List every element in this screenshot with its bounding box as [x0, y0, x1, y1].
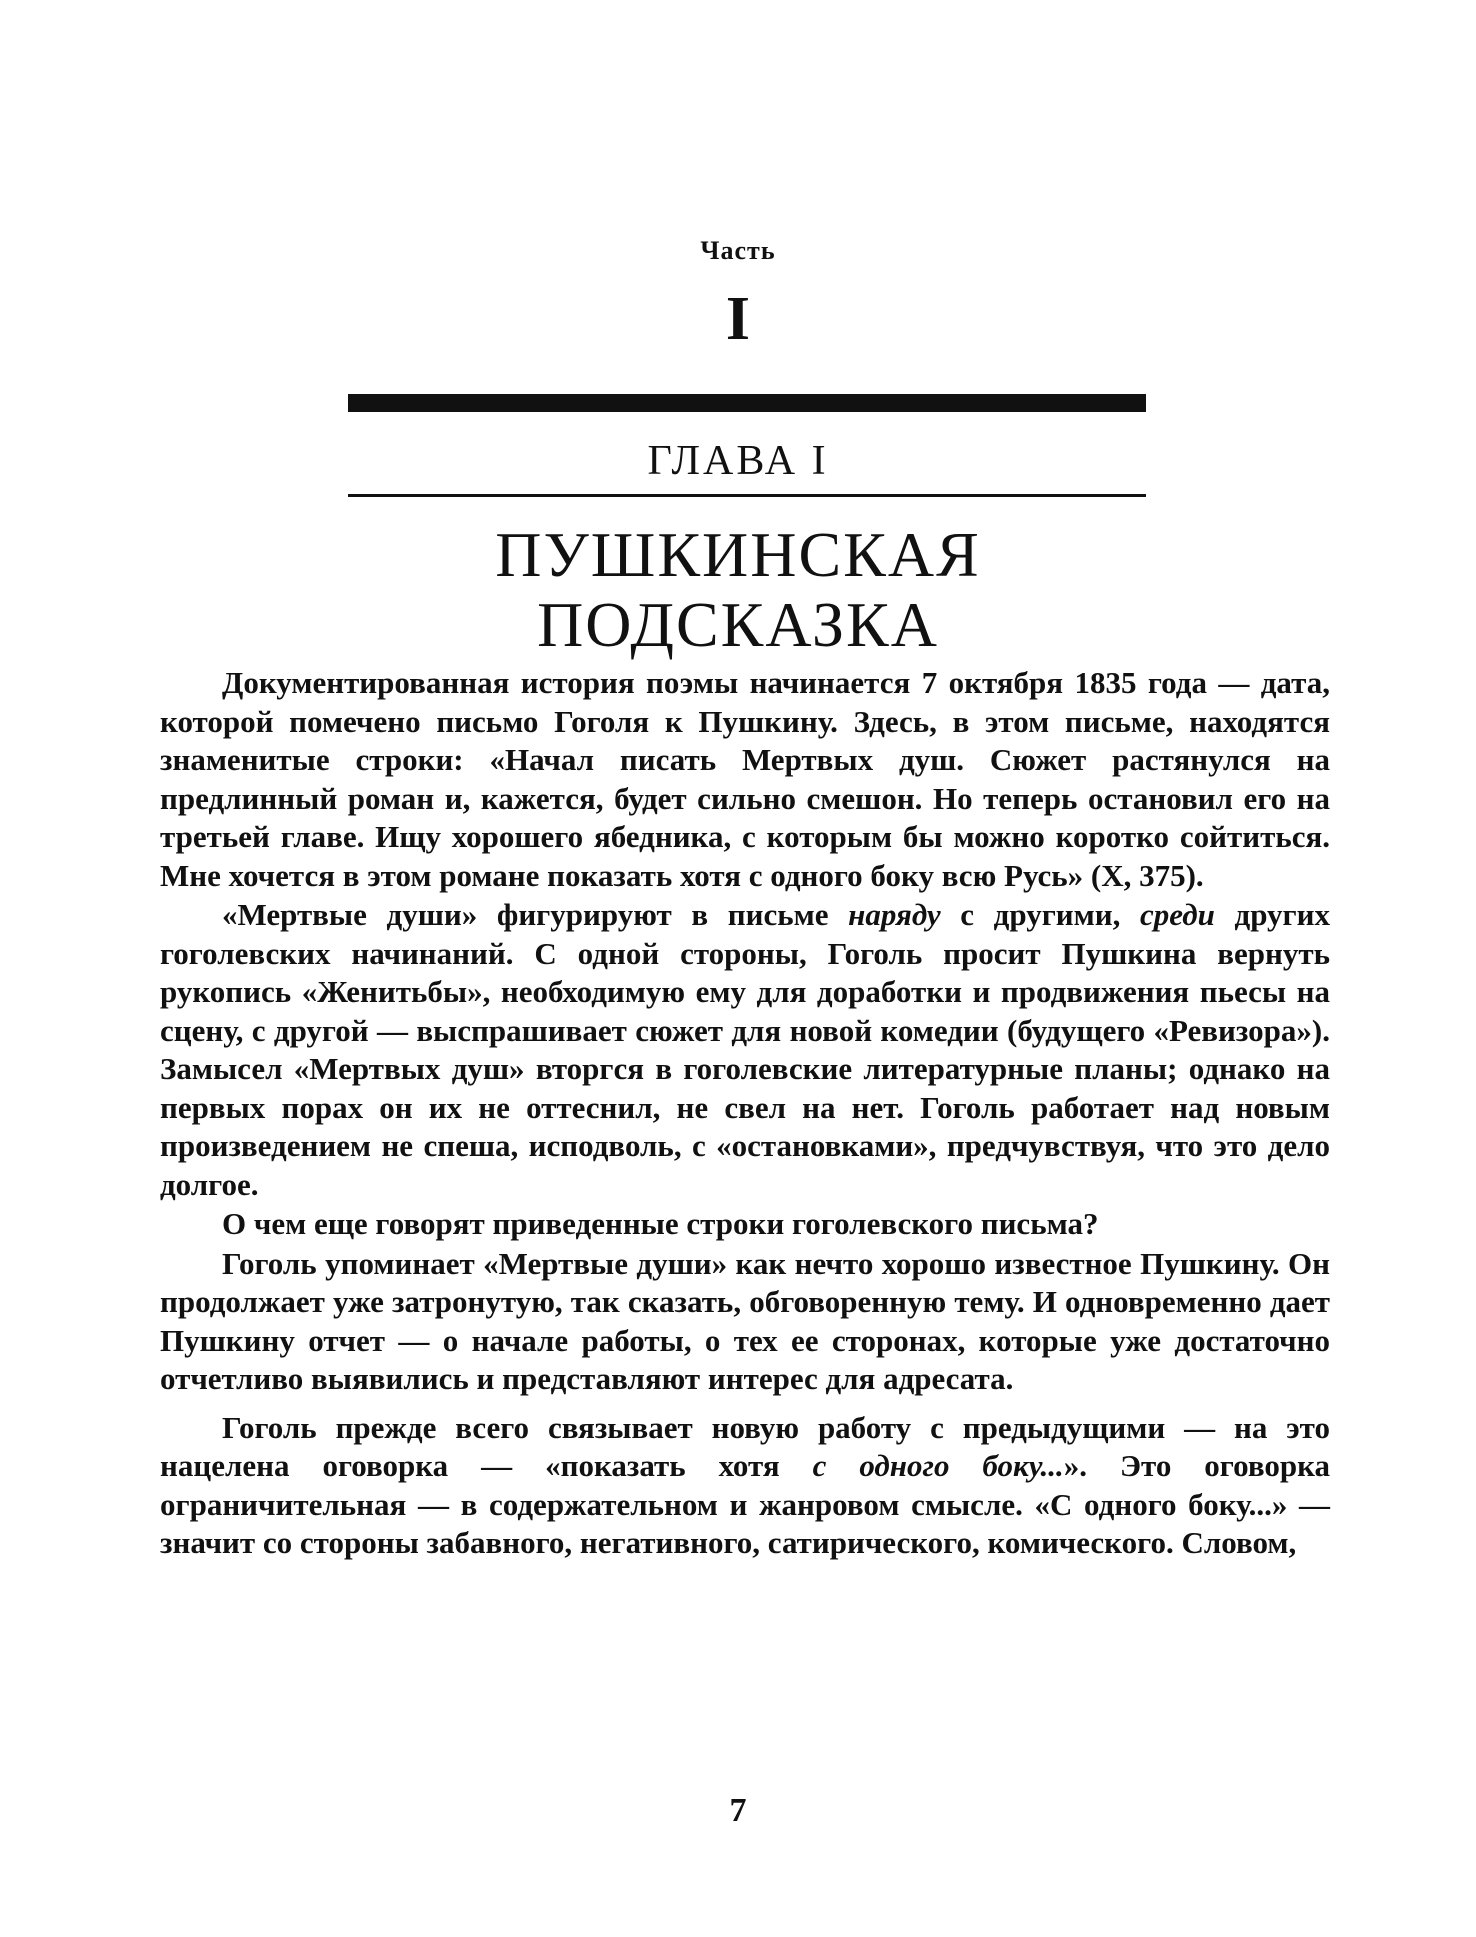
chapter-title: [0, 520, 1476, 660]
paragraph-2-emphasis-naryadu: наряду: [848, 897, 941, 932]
paragraph-2-text-c: других гоголевских начинаний. С одной стороны, Гоголь просит Пушкина вернуть рукопись «Женитьбы», необходимую ему для доработки и продвижения пьесы на сцену, с другой — выспрашивает сюжет для новой комедии (будущего «Ревизора»). Замысел «Мертвых душ» вторгся в гоголевские литературные планы; однако на первых порах он их не оттеснил, не свел на нет. Гоголь работает над новым произведением не спеша, исподволь, с «остановками», предчувствуя, что это дело долгое.: [160, 897, 1330, 1202]
paragraph-2-text-a: «Мертвые души» фигурируют в письме: [222, 897, 849, 932]
paragraph-1-text: Документированная история поэмы начинается 7 октября 1835 года — дата, которой помечено письмо Гоголя к Пушкину. Здесь, в этом письме, находятся знаменитые строки: «Начал писать Мертвых душ. Сюжет растянулся на предлинный роман и, кажется, будет сильно смешон. Но теперь остановил его на третьей главе. Ищу хорошего ябедника, с которым бы можно коротко сойтиться. Мне хочется в этом романе показать хотя с одного боку всю Русь» (X, 375).: [160, 665, 1330, 893]
paragraph-5-emphasis: с одного боку...: [812, 1448, 1064, 1483]
chapter-title-line-2: ПОДСКАЗКА: [537, 589, 939, 660]
paragraph-5: [160, 1409, 1330, 1563]
thick-divider: [348, 394, 1146, 412]
page-number: 7: [729, 1792, 747, 1829]
paragraph-2-emphasis-sredi: среди: [1140, 897, 1215, 932]
paragraph-1: [160, 664, 1330, 895]
body-text: [160, 664, 1330, 1563]
paragraph-5-text-a: Гоголь прежде всего связывает новую работу с предыдущими — на это нацелена оговорка — «показать хотя: [160, 1409, 1330, 1483]
paragraph-3: [160, 1205, 1330, 1244]
part-number: I: [725, 285, 751, 353]
paragraph-3-text: О чем еще говорят приведенные строки гоголевского письма?: [222, 1206, 1099, 1241]
chapter-title-line-1: ПУШКИНСКАЯ: [495, 519, 981, 590]
paragraph-2: [160, 896, 1330, 1204]
part-label: Часть: [700, 236, 776, 265]
paragraph-5-text-b: ». Это оговорка ограничительная — в содержательном и жанровом смысле. «С одного боку...» — значит со стороны забавного, негативного, сатирического, комического. Словом,: [160, 1448, 1330, 1560]
paragraph-2-text-b: с другими,: [940, 897, 1141, 932]
paragraph-4-text: Гоголь упоминает «Мертвые души» как нечто хорошо известное Пушкину. Он продолжает уже затронутую, так сказать, обговоренную тему. И одновременно дает Пушкину отчет — о начале работы, о тех ее сторонах, которые уже достаточно отчетливо выявились и представляют интерес для адресата.: [160, 1245, 1330, 1396]
chapter-label: ГЛАВА I: [647, 438, 829, 484]
thin-divider: [348, 494, 1146, 497]
paragraph-4: [160, 1245, 1330, 1399]
